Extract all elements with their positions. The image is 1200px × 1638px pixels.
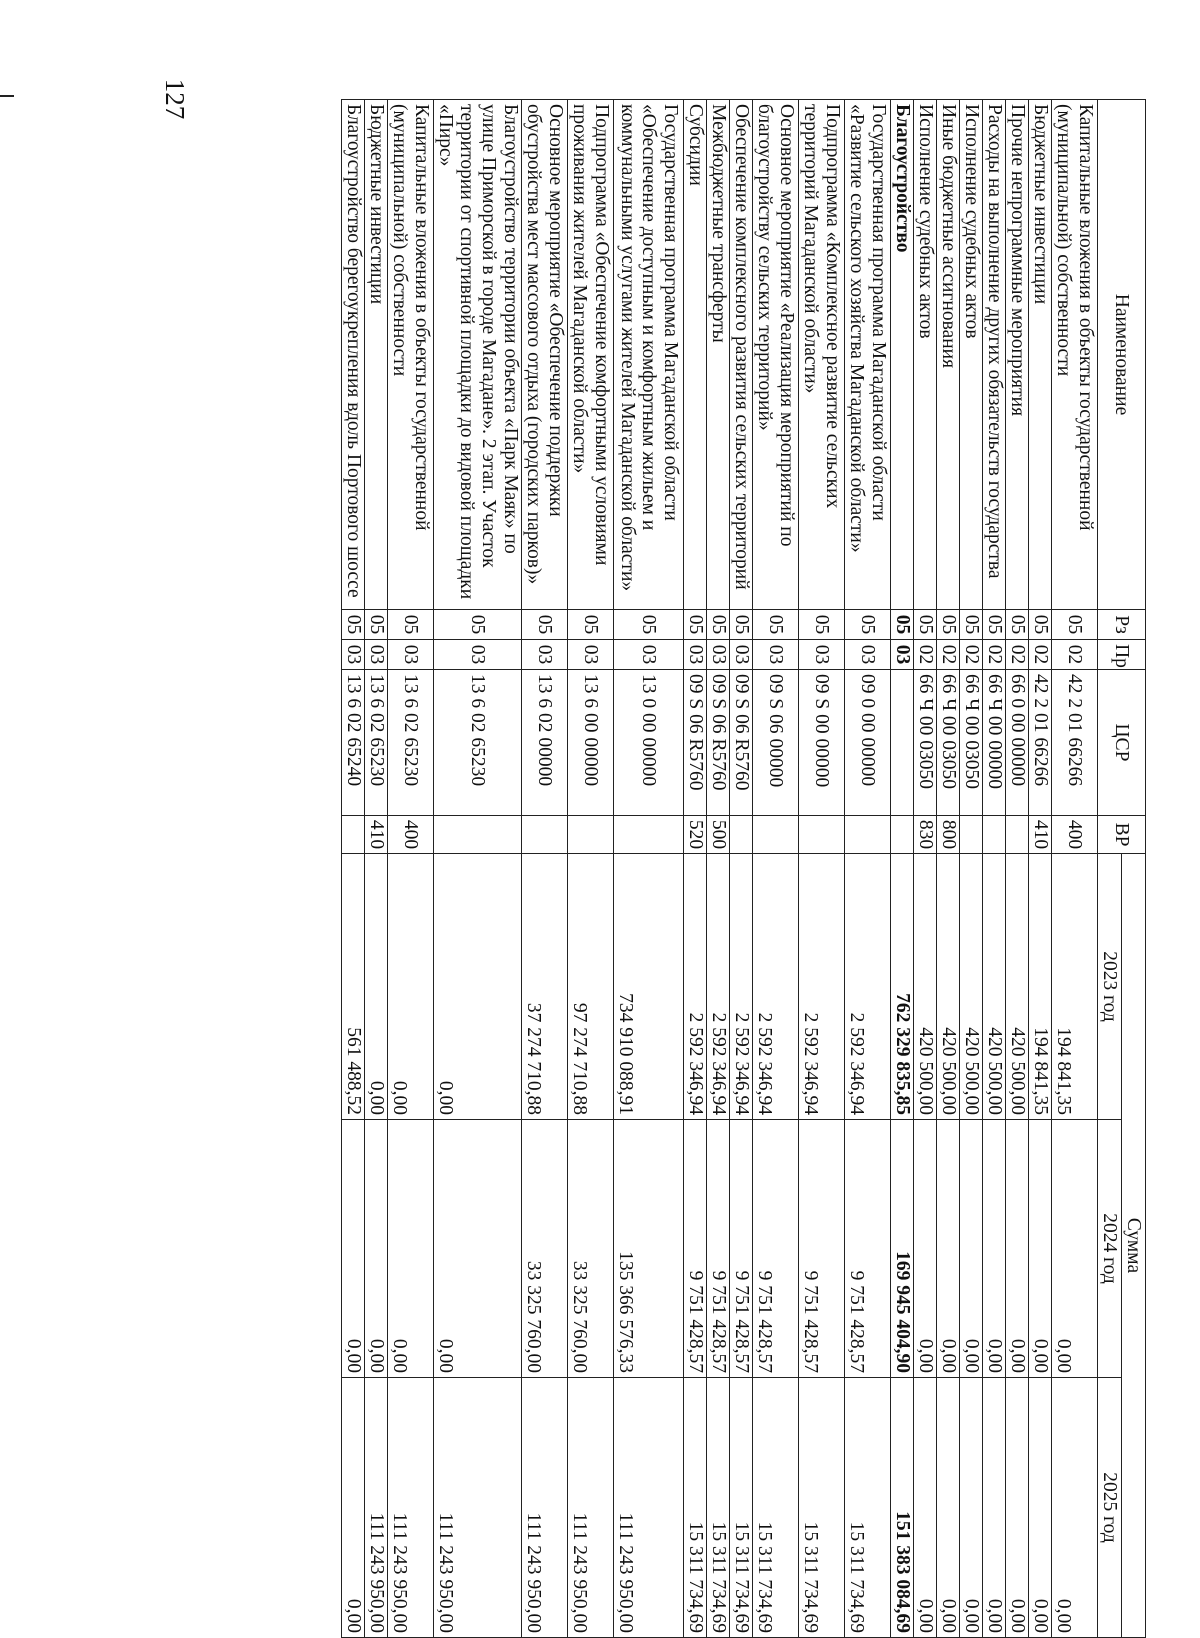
row-sum-2024: 9 751 428,57 <box>684 1120 707 1378</box>
row-sum-2024: 0,00 <box>1052 1120 1098 1378</box>
table-row <box>522 100 568 1638</box>
row-sum-2023: 420 500,00 <box>983 854 1006 1120</box>
row-sum-2025: 15 311 734,69 <box>730 1378 753 1638</box>
table-row <box>387 100 433 1638</box>
row-sum-2024: 0,00 <box>433 1120 521 1378</box>
table-row <box>845 100 891 1638</box>
row-sum-2024: 0,00 <box>983 1120 1006 1378</box>
table-row <box>730 100 753 1638</box>
row-sum-2025: 15 311 734,69 <box>707 1378 730 1638</box>
row-name: Государственная программа Магаданской области «Развитие сельского хозяйства Магаданской области» <box>845 100 891 610</box>
row-pr: 03 <box>522 640 568 670</box>
row-pr: 03 <box>730 640 753 670</box>
row-rz: 05 <box>614 610 684 640</box>
row-name: Обеспечение комплексного развития сельских территорий <box>730 100 753 610</box>
row-sum-2025: 111 243 950,00 <box>387 1378 433 1638</box>
table-row <box>568 100 614 1638</box>
row-sum-2025: 0,00 <box>341 1378 364 1638</box>
row-csr: 13 0 00 00000 <box>614 670 684 816</box>
row-sum-2025: 15 311 734,69 <box>799 1378 845 1638</box>
table-row <box>937 100 960 1638</box>
row-pr: 03 <box>364 640 387 670</box>
row-sum-2025: 151 383 084,69 <box>891 1378 914 1638</box>
row-sum-2024: 0,00 <box>341 1120 364 1378</box>
row-pr: 03 <box>684 640 707 670</box>
row-sum-2025: 0,00 <box>1052 1378 1098 1638</box>
header-rz: Рз <box>1098 610 1146 640</box>
row-sum-2023: 2 592 346,94 <box>799 854 845 1120</box>
row-sum-2024: 9 751 428,57 <box>707 1120 730 1378</box>
table-row <box>1006 100 1029 1638</box>
row-vr <box>568 816 614 854</box>
row-sum-2025: 111 243 950,00 <box>614 1378 684 1638</box>
row-sum-2025: 111 243 950,00 <box>568 1378 614 1638</box>
row-name: Субсидии <box>684 100 707 610</box>
row-sum-2023: 2 592 346,94 <box>684 854 707 1120</box>
row-vr <box>433 816 521 854</box>
row-name: Основное мероприятие «Реализация мероприятий по благоустройству сельских территорий» <box>753 100 799 610</box>
row-pr: 03 <box>753 640 799 670</box>
row-vr: 500 <box>707 816 730 854</box>
row-name: Бюджетные инвестиции <box>364 100 387 610</box>
row-vr <box>341 816 364 854</box>
row-csr: 09 0 00 00000 <box>845 670 891 816</box>
row-name: Межбюджетные трансферты <box>707 100 730 610</box>
row-sum-2025: 0,00 <box>937 1378 960 1638</box>
row-sum-2023: 762 329 835,85 <box>891 854 914 1120</box>
row-vr: 410 <box>1029 816 1052 854</box>
row-sum-2024: 9 751 428,57 <box>730 1120 753 1378</box>
row-sum-2024: 33 325 760,00 <box>522 1120 568 1378</box>
row-sum-2023: 2 592 346,94 <box>845 854 891 1120</box>
row-csr: 09 S 06 R5760 <box>684 670 707 816</box>
row-pr: 02 <box>960 640 983 670</box>
row-vr <box>730 816 753 854</box>
row-rz: 05 <box>364 610 387 640</box>
budget-table-frame <box>230 99 1146 1637</box>
row-pr: 03 <box>341 640 364 670</box>
row-rz: 05 <box>937 610 960 640</box>
row-rz: 05 <box>914 610 937 640</box>
row-sum-2025: 15 311 734,69 <box>845 1378 891 1638</box>
header-vr: ВР <box>1098 816 1146 854</box>
page-number: 127 <box>160 78 190 120</box>
row-name: Благоустройство берегоукрепления вдоль Портового шоссе <box>341 100 364 610</box>
row-sum-2025: 111 243 950,00 <box>364 1378 387 1638</box>
row-vr <box>960 816 983 854</box>
row-sum-2024: 0,00 <box>937 1120 960 1378</box>
row-sum-2023: 0,00 <box>387 854 433 1120</box>
row-sum-2023: 420 500,00 <box>1006 854 1029 1120</box>
row-csr: 66 Ч 00 03050 <box>937 670 960 816</box>
row-rz: 05 <box>753 610 799 640</box>
row-name: Благоустройство территории объекта «Парк Маяк» по улице Приморской в городе Магадане». 2 этап. Участок территории от спортивной площадки до видовой площадки «Пирс» <box>433 100 521 610</box>
table-row <box>614 100 684 1638</box>
row-sum-2024: 0,00 <box>914 1120 937 1378</box>
row-vr: 400 <box>387 816 433 854</box>
row-sum-2024: 169 945 404,90 <box>891 1120 914 1378</box>
table-row <box>960 100 983 1638</box>
row-rz: 05 <box>433 610 521 640</box>
table-row <box>364 100 387 1638</box>
row-sum-2024: 0,00 <box>960 1120 983 1378</box>
row-vr <box>799 816 845 854</box>
row-csr: 66 Ч 00 00000 <box>983 670 1006 816</box>
row-rz: 05 <box>1029 610 1052 640</box>
row-rz: 05 <box>341 610 364 640</box>
row-pr: 02 <box>1006 640 1029 670</box>
row-sum-2023: 420 500,00 <box>937 854 960 1120</box>
row-sum-2023: 0,00 <box>364 854 387 1120</box>
row-csr: 09 S 06 R5760 <box>707 670 730 816</box>
row-pr: 02 <box>1029 640 1052 670</box>
row-sum-2024: 9 751 428,57 <box>753 1120 799 1378</box>
row-rz: 05 <box>960 610 983 640</box>
row-sum-2023: 97 274 710,88 <box>568 854 614 1120</box>
table-header <box>1098 100 1146 1638</box>
table-row <box>891 100 914 1638</box>
row-pr: 03 <box>845 640 891 670</box>
scan-edge-mark <box>0 95 14 97</box>
row-csr: 66 Ч 00 03050 <box>960 670 983 816</box>
row-sum-2024: 9 751 428,57 <box>845 1120 891 1378</box>
row-csr: 13 6 02 65230 <box>387 670 433 816</box>
row-sum-2025: 111 243 950,00 <box>522 1378 568 1638</box>
row-name: Подпрограмма «Комплексное развитие сельских территорий Магаданской области» <box>799 100 845 610</box>
row-csr: 09 S 06 R5760 <box>730 670 753 816</box>
row-pr: 02 <box>937 640 960 670</box>
row-vr <box>753 816 799 854</box>
row-csr <box>891 670 914 816</box>
header-year-2023: 2023 год <box>1098 854 1122 1120</box>
row-sum-2023: 2 592 346,94 <box>753 854 799 1120</box>
table-row <box>1052 100 1098 1638</box>
row-vr: 410 <box>364 816 387 854</box>
table-body <box>341 100 1097 1638</box>
row-csr: 13 6 02 65240 <box>341 670 364 816</box>
row-rz: 05 <box>845 610 891 640</box>
row-pr: 03 <box>387 640 433 670</box>
budget-table <box>341 99 1146 1638</box>
row-pr: 03 <box>614 640 684 670</box>
table-row <box>341 100 364 1638</box>
row-sum-2023: 0,00 <box>433 854 521 1120</box>
row-name: Капитальные вложения в объекты государственной (муниципальной) собственности <box>387 100 433 610</box>
row-name: Капитальные вложения в объекты государственной (муниципальной) собственности <box>1052 100 1098 610</box>
header-pr: Пр <box>1098 640 1146 670</box>
table-row <box>707 100 730 1638</box>
header-year-2025: 2025 год <box>1098 1378 1122 1638</box>
row-pr: 03 <box>891 640 914 670</box>
row-name: Исполнение судебных актов <box>960 100 983 610</box>
row-rz: 05 <box>1052 610 1098 640</box>
row-name: Государственная программа Магаданской области «Обеспечение доступным и комфортным жильем и коммунальными услугами жителей Магаданской области» <box>614 100 684 610</box>
row-vr: 520 <box>684 816 707 854</box>
row-sum-2023: 2 592 346,94 <box>707 854 730 1120</box>
row-csr: 09 S 06 00000 <box>753 670 799 816</box>
row-vr <box>614 816 684 854</box>
row-sum-2023: 194 841,35 <box>1052 854 1098 1120</box>
row-rz: 05 <box>522 610 568 640</box>
row-sum-2025: 15 311 734,69 <box>753 1378 799 1638</box>
row-vr <box>983 816 1006 854</box>
row-vr <box>1006 816 1029 854</box>
row-csr: 42 2 01 66266 <box>1029 670 1052 816</box>
row-pr: 03 <box>433 640 521 670</box>
row-csr: 13 6 02 00000 <box>522 670 568 816</box>
table-row <box>983 100 1006 1638</box>
table-row <box>799 100 845 1638</box>
row-vr <box>891 816 914 854</box>
row-rz: 05 <box>1006 610 1029 640</box>
row-sum-2023: 734 910 088,91 <box>614 854 684 1120</box>
row-sum-2025: 111 243 950,00 <box>433 1378 521 1638</box>
row-name: Благоустройство <box>891 100 914 610</box>
row-rz: 05 <box>707 610 730 640</box>
row-sum-2025: 0,00 <box>1029 1378 1052 1638</box>
row-rz: 05 <box>568 610 614 640</box>
table-row <box>914 100 937 1638</box>
row-vr <box>522 816 568 854</box>
row-csr: 66 Ч 00 03050 <box>914 670 937 816</box>
row-csr: 66 0 00 00000 <box>1006 670 1029 816</box>
row-rz: 05 <box>730 610 753 640</box>
row-sum-2024: 33 325 760,00 <box>568 1120 614 1378</box>
header-csr: ЦСР <box>1098 670 1146 816</box>
table-row <box>753 100 799 1638</box>
row-name: Расходы на выполнение других обязательств государства <box>983 100 1006 610</box>
row-pr: 02 <box>983 640 1006 670</box>
row-sum-2025: 0,00 <box>960 1378 983 1638</box>
row-vr: 800 <box>937 816 960 854</box>
row-csr: 09 S 00 00000 <box>799 670 845 816</box>
row-sum-2023: 561 488,52 <box>341 854 364 1120</box>
row-csr: 13 6 02 65230 <box>364 670 387 816</box>
header-year-2024: 2024 год <box>1098 1120 1122 1378</box>
row-rz: 05 <box>387 610 433 640</box>
row-sum-2023: 420 500,00 <box>914 854 937 1120</box>
row-sum-2023: 194 841,35 <box>1029 854 1052 1120</box>
row-vr: 830 <box>914 816 937 854</box>
row-rz: 05 <box>891 610 914 640</box>
row-sum-2024: 9 751 428,57 <box>799 1120 845 1378</box>
row-sum-2025: 0,00 <box>914 1378 937 1638</box>
row-sum-2025: 0,00 <box>1006 1378 1029 1638</box>
row-sum-2025: 15 311 734,69 <box>684 1378 707 1638</box>
row-name: Бюджетные инвестиции <box>1029 100 1052 610</box>
row-csr: 13 6 00 00000 <box>568 670 614 816</box>
row-sum-2024: 0,00 <box>364 1120 387 1378</box>
row-sum-2023: 2 592 346,94 <box>730 854 753 1120</box>
row-name: Иные бюджетные ассигнования <box>937 100 960 610</box>
row-rz: 05 <box>799 610 845 640</box>
row-sum-2024: 0,00 <box>1029 1120 1052 1378</box>
table-row <box>433 100 521 1638</box>
row-pr: 02 <box>914 640 937 670</box>
row-sum-2024: 0,00 <box>387 1120 433 1378</box>
row-sum-2025: 0,00 <box>983 1378 1006 1638</box>
header-sum: Сумма <box>1122 854 1146 1638</box>
table-row <box>684 100 707 1638</box>
row-pr: 02 <box>1052 640 1098 670</box>
row-sum-2024: 0,00 <box>1006 1120 1029 1378</box>
row-name: Подпрограмма «Обеспечение комфортными условиями проживания жителей Магаданской области» <box>568 100 614 610</box>
row-pr: 03 <box>568 640 614 670</box>
row-vr: 400 <box>1052 816 1098 854</box>
row-vr <box>845 816 891 854</box>
row-csr: 42 2 01 66266 <box>1052 670 1098 816</box>
header-name: Наименование <box>1098 100 1146 610</box>
row-name: Исполнение судебных актов <box>914 100 937 610</box>
row-rz: 05 <box>983 610 1006 640</box>
row-pr: 03 <box>799 640 845 670</box>
row-sum-2023: 420 500,00 <box>960 854 983 1120</box>
table-row <box>1029 100 1052 1638</box>
row-csr: 13 6 02 65230 <box>433 670 521 816</box>
row-rz: 05 <box>684 610 707 640</box>
row-sum-2023: 37 274 710,88 <box>522 854 568 1120</box>
row-name: Основное мероприятие «Обеспечение поддержки обустройства мест массового отдыха (городских парков)» <box>522 100 568 610</box>
row-name: Прочие непрограммные мероприятия <box>1006 100 1029 610</box>
row-pr: 03 <box>707 640 730 670</box>
row-sum-2024: 135 366 576,33 <box>614 1120 684 1378</box>
